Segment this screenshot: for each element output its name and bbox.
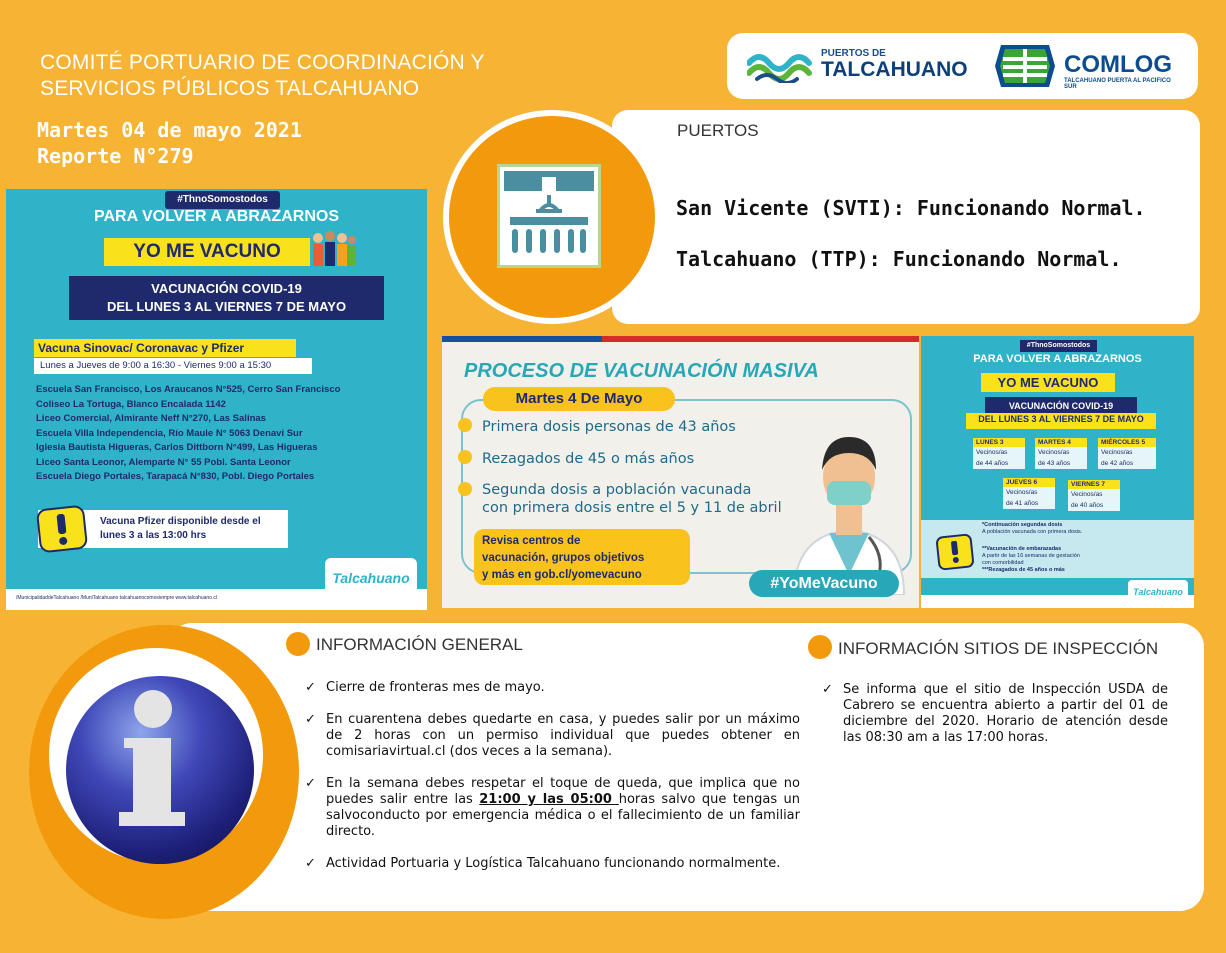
day-label: MARTES 4 [1035, 438, 1087, 447]
poster-left-band-line2: DEL LUNES 3 AL VIERNES 7 DE MAYO [106, 299, 347, 314]
day-label: JUEVES 6 [1003, 478, 1055, 487]
check-icon: ✓ [305, 712, 316, 727]
poster-left-slogan: YO ME VACUNO [104, 238, 310, 266]
general-info-list [305, 680, 800, 872]
site-item: Liceo Comercial, Almirante Neff N°270, Las Salinas [36, 413, 266, 424]
check-icon: ✓ [305, 680, 316, 695]
poster-mid-item3-line2: con primera dosis entre el 5 y 11 de abril [482, 500, 782, 516]
poster-right-band-line1: VACUNACIÓN COVID-19 [1008, 401, 1114, 411]
info-icon-dot [134, 690, 172, 728]
poster-mid-date: Martes 4 De Mayo [483, 387, 675, 411]
crane-container-icon [497, 164, 601, 268]
day-label: MIÉRCOLES 5 [1098, 438, 1156, 447]
report-number: Reporte N°279 [37, 144, 194, 168]
curfew-hours: 21:00 y las 05:00 [479, 792, 619, 807]
poster-right-heading: PARA VOLVER A ABRAZARNOS [973, 353, 1142, 365]
info-icon-bar [133, 738, 171, 820]
day-value1: Vecinos/as [973, 447, 1025, 458]
site-item: Escuela Diego Portales, Tarapacá N°830, Pobl. Diego Portales [36, 471, 315, 482]
note2-text2: con comorbilidad [982, 560, 1024, 566]
bullet-icon [458, 450, 472, 464]
list-item: ✓ En la semana debes respetar el toque de queda, que implica que no puedes salir entre las 21:00 y las 05:00 horas salvo que tengas un salvoconducto por emergencia médica o el fallecimiento de un familiar directo. [305, 776, 800, 839]
talcahuano-logo: Talcahuano [1128, 580, 1188, 604]
note2-text1: A partir de las 16 semanas de gestación [982, 553, 1080, 559]
puertos-logo-big: TALCAHUANO [821, 58, 968, 81]
day-card [1068, 480, 1120, 510]
site-item: Liceo Santa Leonor, Alemparte N° 55 Pobl. Santa Leonor [36, 456, 291, 468]
day-card [1003, 478, 1055, 508]
bullet-icon [458, 418, 472, 432]
day-value2: de 42 años [1098, 458, 1156, 469]
poster-left-vaccine: Vacuna Sinovac/ Coronavac y Pfizer [34, 339, 296, 357]
poster-mid-note-line3: y más en gob.cl/yomevacuno [482, 569, 642, 581]
poster-left-footer-text: /MunicipalidaddeTalcahuano /MuniTalcahuano talcahuanocomosiempre www.talcahuano.cl [16, 595, 217, 601]
poster-mid-note-line2: vacunación, grupos objetivos [482, 552, 645, 564]
inspection-info-title: INFORMACIÓN SITIOS DE INSPECCIÓN [838, 639, 1159, 658]
poster-left-sites [34, 383, 340, 485]
port-status-talcahuano: Talcahuano (TTP): Funcionando Normal. [676, 247, 1122, 271]
note3-title: ***Rezagados de 45 años o más [982, 567, 1065, 573]
exclamation-icon [935, 533, 974, 571]
exclamation-icon [36, 505, 88, 554]
comlog-logo [993, 41, 1183, 93]
poster-left-band-line1: VACUNACIÓN COVID-19 [151, 281, 302, 296]
talcahuano-logo: Talcahuano [325, 558, 417, 598]
day-value1: Vecinos/as [1003, 487, 1055, 498]
poster-right-band-line2: DEL LUNES 3 AL VIERNES 7 DE MAYO [978, 414, 1144, 424]
poster-left-hashtag: #ThnoSomostodos [165, 191, 280, 209]
comlog-logo-big: COMLOG [1064, 51, 1172, 78]
poster-right-slogan: YO ME VACUNO [981, 373, 1115, 392]
people-icon [310, 228, 356, 268]
check-icon: ✓ [305, 776, 316, 791]
check-icon: ✓ [822, 682, 833, 697]
report-date: Martes 04 de mayo 2021 [37, 118, 302, 142]
bullet-icon [458, 482, 472, 496]
flag-stripe-blue [442, 336, 602, 342]
puertos-logo-small: PUERTOS DE [821, 48, 886, 59]
port-status-san-vicente: San Vicente (SVTI): Funcionando Normal. [676, 196, 1146, 220]
poster-left-schedule: Lunes a Jueves de 9:00 a 16:30 - Viernes 9:00 a 15:30 [34, 358, 312, 374]
day-card [1035, 438, 1087, 468]
poster-mid-note [474, 529, 690, 585]
inspection-info-list [822, 682, 1168, 746]
pfizer-notice-line1: Vacuna Pfizer disponible desde el [100, 516, 261, 527]
comlog-shield-icon [993, 41, 1057, 91]
poster-right-hashtag: #ThnoSomostodos [1020, 340, 1097, 352]
header-title [40, 50, 485, 102]
poster-mid-title: PROCESO DE VACUNACIÓN MASIVA [464, 360, 819, 382]
poster-mid-hashtag: #YoMeVacuno [749, 570, 899, 597]
list-item: ✓ Actividad Portuaria y Logística Talcahuano funcionando normalmente. [305, 856, 781, 871]
pfizer-notice-line2: lunes 3 a las 13:00 hrs [100, 530, 207, 541]
header-title-line1: COMITÉ PORTUARIO DE COORDINACIÓN Y [40, 51, 485, 74]
site-item: Escuela Villa Independencia, Río Maule N° 5063 Denavi Sur [36, 427, 303, 439]
header-title-line2: SERVICIOS PÚBLICOS TALCAHUANO [40, 77, 420, 100]
day-value1: Vecinos/as [1035, 447, 1087, 458]
section-dot-icon [808, 635, 832, 659]
note1-text: A población vacunada con primera dosis. [982, 529, 1083, 535]
poster-right-notes [982, 522, 1187, 574]
site-item: Escuela San Francisco, Los Araucanos N°525, Cerro San Francisco [36, 384, 341, 395]
note1-title: *Continuación segundas dosis [982, 522, 1063, 528]
day-value2: de 44 años [973, 458, 1025, 469]
comlog-logo-small: TALCAHUANO PUERTA AL PACIFICO SUR [1064, 78, 1171, 90]
logo-bar [727, 33, 1198, 99]
list-item: ✓ Cierre de fronteras mes de mayo. [305, 680, 545, 695]
day-value2: de 43 años [1035, 458, 1087, 469]
day-value2: de 41 años [1003, 498, 1055, 509]
poster-left-band [69, 276, 384, 320]
poster-mid-item1: Primera dosis personas de 43 años [482, 419, 736, 435]
site-item: Iglesia Bautista Higueras, Carlos Dittborn N°499, Las Higueras [36, 442, 318, 453]
day-value1: Vecinos/as [1068, 489, 1120, 500]
poster-mid-item3-line1: Segunda dosis a población vacunada [482, 482, 752, 498]
section-dot-icon [286, 632, 310, 656]
day-value1: Vecinos/as [1098, 447, 1156, 458]
poster-right-band [966, 397, 1156, 429]
day-value2: de 40 años [1068, 500, 1120, 511]
report-date-block [37, 117, 302, 169]
poster-mid-note-line1: Revisa centros de [482, 535, 581, 547]
list-item: ✓ En cuarentena debes quedarte en casa, y puedes salir por un máximo de 2 horas con un permiso individual que puedes obtener en comisariavirtual.cl (dos veces a la semana). [305, 712, 800, 759]
info-icon-base [119, 812, 185, 826]
poster-mid-item3 [482, 481, 782, 517]
check-icon: ✓ [305, 856, 316, 871]
ports-label: PUERTOS [677, 121, 759, 140]
day-card [1098, 438, 1156, 468]
poster-mid-item2: Rezagados de 45 o más años [482, 451, 695, 467]
flag-stripe-red [602, 336, 919, 342]
day-label: LUNES 3 [973, 438, 1025, 447]
puertos-talcahuano-logo [747, 46, 977, 86]
site-item: Coliseo La Tortuga, Blanco Encalada 1142 [36, 398, 226, 410]
poster-left-heading: PARA VOLVER A ABRAZARNOS [93, 208, 340, 225]
day-card [973, 438, 1025, 468]
pfizer-notice-text [100, 515, 261, 543]
day-label: VIERNES 7 [1068, 480, 1120, 489]
list-item: ✓ Se informa que el sitio de Inspección USDA de Cabrero se encuentra abierto a partir del 01 de diciembre del 2020. Horario de atención desde las 08:30 am a las 17:00 horas. [822, 682, 1168, 745]
waves-icon [747, 49, 817, 83]
general-info-title: INFORMACIÓN GENERAL [316, 635, 523, 654]
note2-title: **Vacunación de embarazadas [982, 546, 1062, 552]
